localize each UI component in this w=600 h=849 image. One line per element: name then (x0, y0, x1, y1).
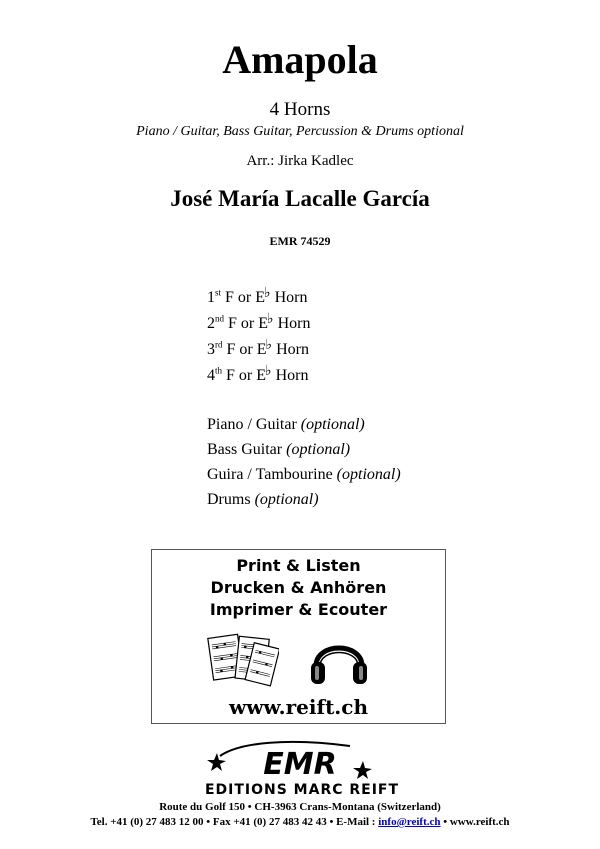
horn-part-line: 3rd F or E♭ Horn (207, 338, 309, 358)
optional-part-line: Piano / Guitar (optional) (207, 416, 365, 433)
horn-part-line: 2nd F or E♭ Horn (207, 312, 311, 332)
catalog-number: EMR 74529 (269, 234, 331, 248)
arranger-credit: Arr.: Jirka Kadlec (246, 153, 354, 169)
email-link[interactable]: info@reift.ch (378, 816, 441, 828)
optional-part-line: Bass Guitar (optional) (207, 441, 351, 458)
headphones-icon (308, 630, 370, 688)
optional-part-line: Guira / Tambourine (optional) (207, 466, 401, 483)
horn-part-line: 4th F or E♭ Horn (207, 364, 309, 384)
optional-part-line: Drums (optional) (207, 491, 319, 508)
website-url[interactable]: www.reift.ch (229, 695, 368, 719)
horn-part-line: 1st F or E♭ Horn (207, 286, 308, 306)
logo-emr-text: EMR (263, 747, 337, 782)
promo-line-english: Print & Listen (236, 556, 361, 575)
logo-publisher-name: EDITIONS MARC REIFT (204, 782, 400, 798)
promo-line-german: Drucken & Anhören (210, 578, 387, 597)
publisher-contact: Tel. +41 (0) 27 483 12 00 • Fax +41 (0) 27 483 42 43 • E-Mail : info@reift.ch • www.reift.ch (90, 816, 510, 828)
optional-parts-list (207, 412, 401, 512)
emr-publisher-logo (200, 736, 405, 798)
composer-name: José María Lacalle García (170, 186, 430, 211)
instrumentation-note: Piano / Guitar, Bass Guitar, Percussion & Drums optional (136, 124, 464, 139)
sheet-music-icon (207, 630, 279, 688)
print-listen-box (151, 549, 446, 724)
publisher-address: Route du Golf 150 • CH-3963 Crans-Montana (Switzerland) (159, 801, 441, 813)
score-title: Amapola (222, 37, 378, 82)
score-subtitle: 4 Horns (269, 99, 331, 120)
horn-parts-list (207, 285, 311, 389)
promo-line-french: Imprimer & Ecouter (209, 600, 388, 619)
